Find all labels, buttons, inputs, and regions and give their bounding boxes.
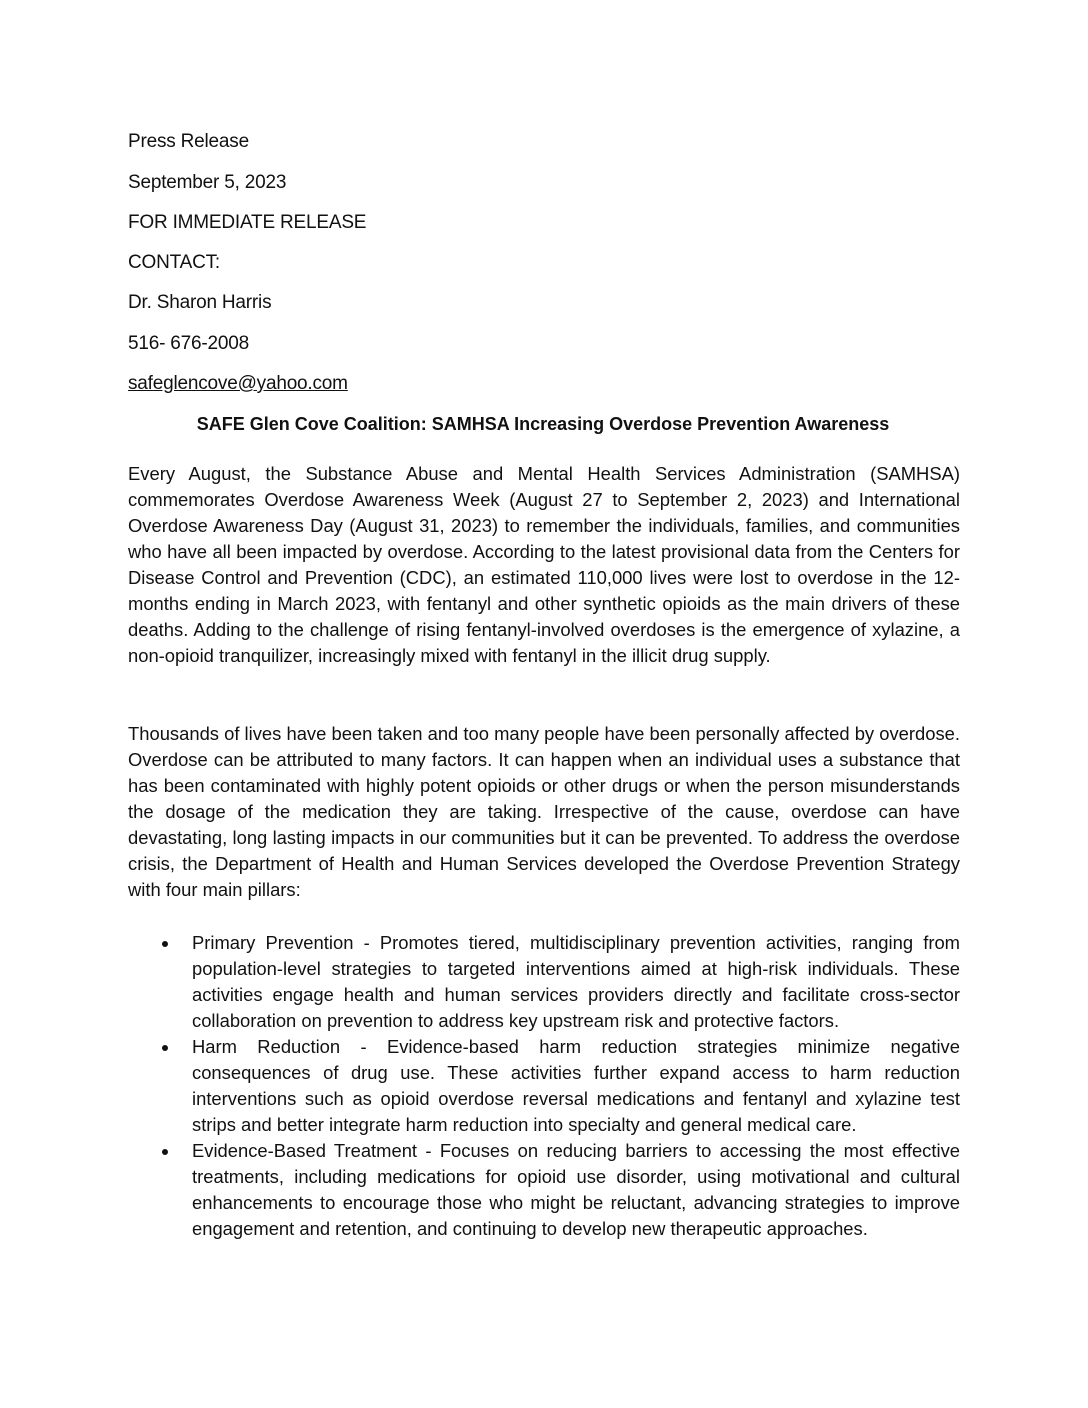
bullet-icon	[162, 1149, 168, 1155]
release-date: September 5, 2023	[128, 172, 287, 193]
release-type: FOR IMMEDIATE RELEASE	[128, 212, 367, 233]
contact-email-link[interactable]: safeglencove@yahoo.com	[128, 373, 348, 394]
paragraph-strategy: Thousands of lives have been taken and too many people have been personally affected by overdose. Overdose can be attributed to many factors. It can happen when an individual uses a substance that has been contaminated with highly potent opioids or other drugs or when the person misunderstands the dosage of the medication they are taking. Irrespective of the cause, overdose can have devastating, long lasting impacts in our communities but it can be prevented. To address the overdose crisis, the Department of Health and Human Services developed the Overdose Prevention Strategy with four main pillars:	[128, 723, 960, 900]
pillar-text: Evidence-Based Treatment - Focuses on reducing barriers to accessing the most effective treatments, including medications for opioid use disorder, using motivational and cultural enhancements to encourage those who might be reluctant, advancing strategies to improve engagement and retention, and continuing to develop new therapeutic approaches.	[192, 1140, 960, 1239]
pillar-text: Primary Prevention - Promotes tiered, multidisciplinary prevention activities, ranging from population-level strategies to targeted interventions aimed at high-risk individuals. These activities engage health and human services providers directly and facilitate cross-sector collaboration on prevention to address key upstream risk and protective factors.	[192, 932, 960, 1031]
pillar-text: Harm Reduction - Evidence-based harm reduction strategies minimize negative consequences of drug use. These activities further expand access to harm reduction interventions such as opioid overdose reversal medications and fentanyl and xylazine test strips and better integrate harm reduction into specialty and general medical care.	[192, 1036, 960, 1135]
contact-phone: 516- 676-2008	[128, 333, 250, 354]
list-item	[128, 930, 960, 1034]
pillars-list	[128, 930, 960, 1242]
headline: SAFE Glen Cove Coalition: SAMHSA Increasing Overdose Prevention Awareness	[196, 414, 890, 434]
bullet-icon	[162, 941, 168, 947]
list-item	[128, 1138, 960, 1242]
contact-name: Dr. Sharon Harris	[128, 292, 272, 313]
bullet-icon	[162, 1045, 168, 1051]
paragraph-intro: Every August, the Substance Abuse and Mental Health Services Administration (SAMHSA) commemorates Overdose Awareness Week (August 27 to September 2, 2023) and International Overdose Awareness Day (August 31, 2023) to remember the individuals, families, and communities who have all been impacted by overdose. According to the latest provisional data from the Centers for Disease Control and Prevention (CDC), an estimated 110,000 lives were lost to overdose in the 12-months ending in March 2023, with fentanyl and other synthetic opioids as the main drivers of these deaths. Adding to the challenge of rising fentanyl-involved overdoses is the emergence of xylazine, a non-opioid tranquilizer, increasingly mixed with fentanyl in the illicit drug supply.	[128, 463, 960, 666]
list-item	[128, 1034, 960, 1138]
press-release-label: Press Release	[128, 131, 249, 152]
contact-label: CONTACT:	[128, 252, 220, 273]
